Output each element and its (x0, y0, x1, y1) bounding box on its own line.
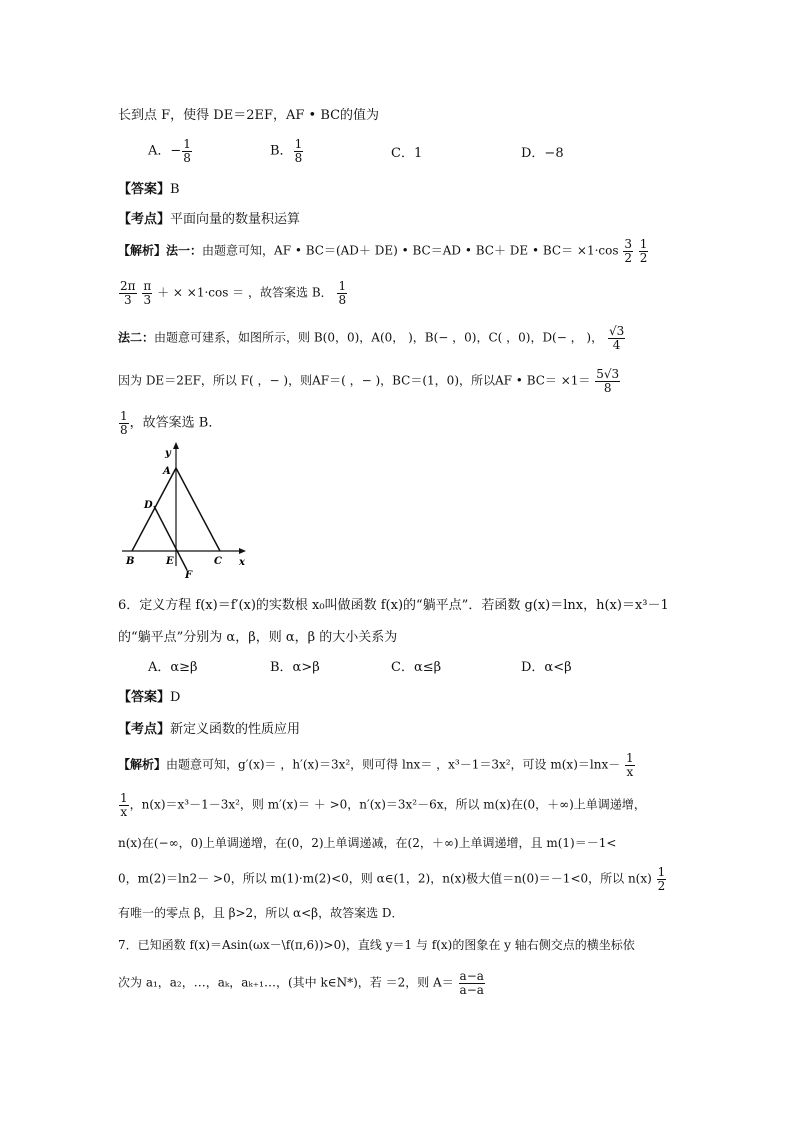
label-a: A (163, 466, 171, 477)
q6-option-c: C．α≤β (391, 660, 442, 675)
q6-option-b: B．α>β (270, 660, 320, 675)
q6-option-a: A．α≥β (148, 660, 198, 675)
segment-ac (176, 468, 220, 551)
q6-jiexi-line1: 【解析】由题意可知，g′(x)＝ ，h′(x)＝3x²，则可得 lnx＝ ，x³－1＝3x²，可设 m(x)＝lnx－ $\frac{1}{x}$ (118, 751, 634, 779)
q7-stem-line1: 7．已知函数 f(x)＝Asin(ωx－\f(π,6))>0)，直线 y＝1 与 f(x)的图象在 y 轴右侧交点的横坐标依 (118, 938, 635, 952)
label-y: y (165, 448, 171, 459)
label-c: C (214, 556, 222, 567)
q5-option-a: A．− $\frac{1}{8}$ (148, 137, 191, 165)
q6-jiexi-line5: 有唯一的零点 β，且 β>2，所以 α<β，故答案选 D． (118, 906, 404, 920)
q6-stem-line1: 6．定义方程 f(x)＝f′(x)的实数根 x₀叫做函数 f(x)的“躺平点”．若函数 g(x)＝lnx，h(x)＝x³－1 (118, 598, 669, 613)
q6-kaodian: 【考点】新定义函数的性质应用 (118, 722, 301, 737)
label-e: E (166, 556, 174, 567)
x-axis-arrow (239, 548, 246, 554)
q6-option-d: D．α<β (521, 660, 572, 675)
q6-jiexi-line4: 0，m(2)＝ln2－ >0，所以 m(1)·m(2)<0，则 α∈(1，2)，n(x)极大值＝n(0)＝－1<0，所以 n(x) $\frac{1}{2}$ (118, 865, 666, 893)
q5-fa2-line3: $\frac{1}{8}$ ，故答案选 B． (120, 409, 222, 437)
q6-answer: 【答案】D (118, 690, 181, 705)
q5-option-b: B． $\frac{1}{8}$ (270, 137, 303, 165)
label-b: B (126, 556, 135, 567)
q5-fa2-line2: 因为 DE＝2EF，所以 F( ，− )，则AF＝( ，− )，BC＝(1，0)，所以AF • BC＝ ×1＝ $\frac{5√3}{8}$ (118, 367, 620, 395)
q6-jiexi-line2: $\frac{1}{x}$ ，n(x)＝x³－1－3x²，则 m′(x)＝ ＋ >0，n′(x)＝3x²－6x，所以 m(x)在(0，＋∞)上单调递增， (120, 791, 646, 819)
q5-jiexi-line1: 【解析】法一：由题意可知，AF • BC＝(AD＋ DE) • BC＝AD • BC＋ DE • BC＝ ×1·cos $\frac{3}{2}$ $\frac{1}{2}$ (118, 237, 648, 265)
q5-option-d: D．−8 (521, 146, 564, 161)
y-axis-arrow (173, 442, 179, 449)
q7-stem-line2: 次为 a₁，a₂，…，aₖ，aₖ₊₁…，(其中 k∈N*)，若 ＝2，则 A＝ $\frac{a-a}{a-a}$ (118, 969, 484, 997)
label-x: x (239, 557, 245, 568)
segment-ab (132, 468, 176, 551)
q5-kaodian: 【考点】平面向量的数量积运算 (118, 212, 301, 227)
q5-answer: 【答案】B (118, 182, 180, 197)
q5-option-c: C．1 (391, 146, 423, 161)
coordinate-figure (118, 440, 253, 580)
q5-fa2-line1: 法二：由题意可建系，如图所示，则 B(0，0)，A(0， )，B(− ，0)，C( ，0)，D(− ， )， $\frac{√3}{4}$ (118, 324, 625, 352)
q5-jiexi-line2: $\frac{2\pi}{3}$ $\frac{\pi}{3}$ ＋ × ×1·cos ＝ ，故答案选 B． $\frac{1}{8}$ (120, 279, 347, 307)
label-d: D (144, 500, 153, 511)
label-f: F (185, 570, 193, 580)
q6-jiexi-line3: n(x)在(−∞，0)上单调递增，在(0，2)上单调递减，在(2，＋∞)上单调递增，且 m(1)＝－1< (118, 836, 617, 850)
q5-stem: 长到点 F，使得 DE＝2EF，AF • BC的值为 (118, 108, 380, 123)
q6-stem-line2: 的“躺平点”分别为 α，β，则 α，β 的大小关系为 (118, 630, 398, 645)
